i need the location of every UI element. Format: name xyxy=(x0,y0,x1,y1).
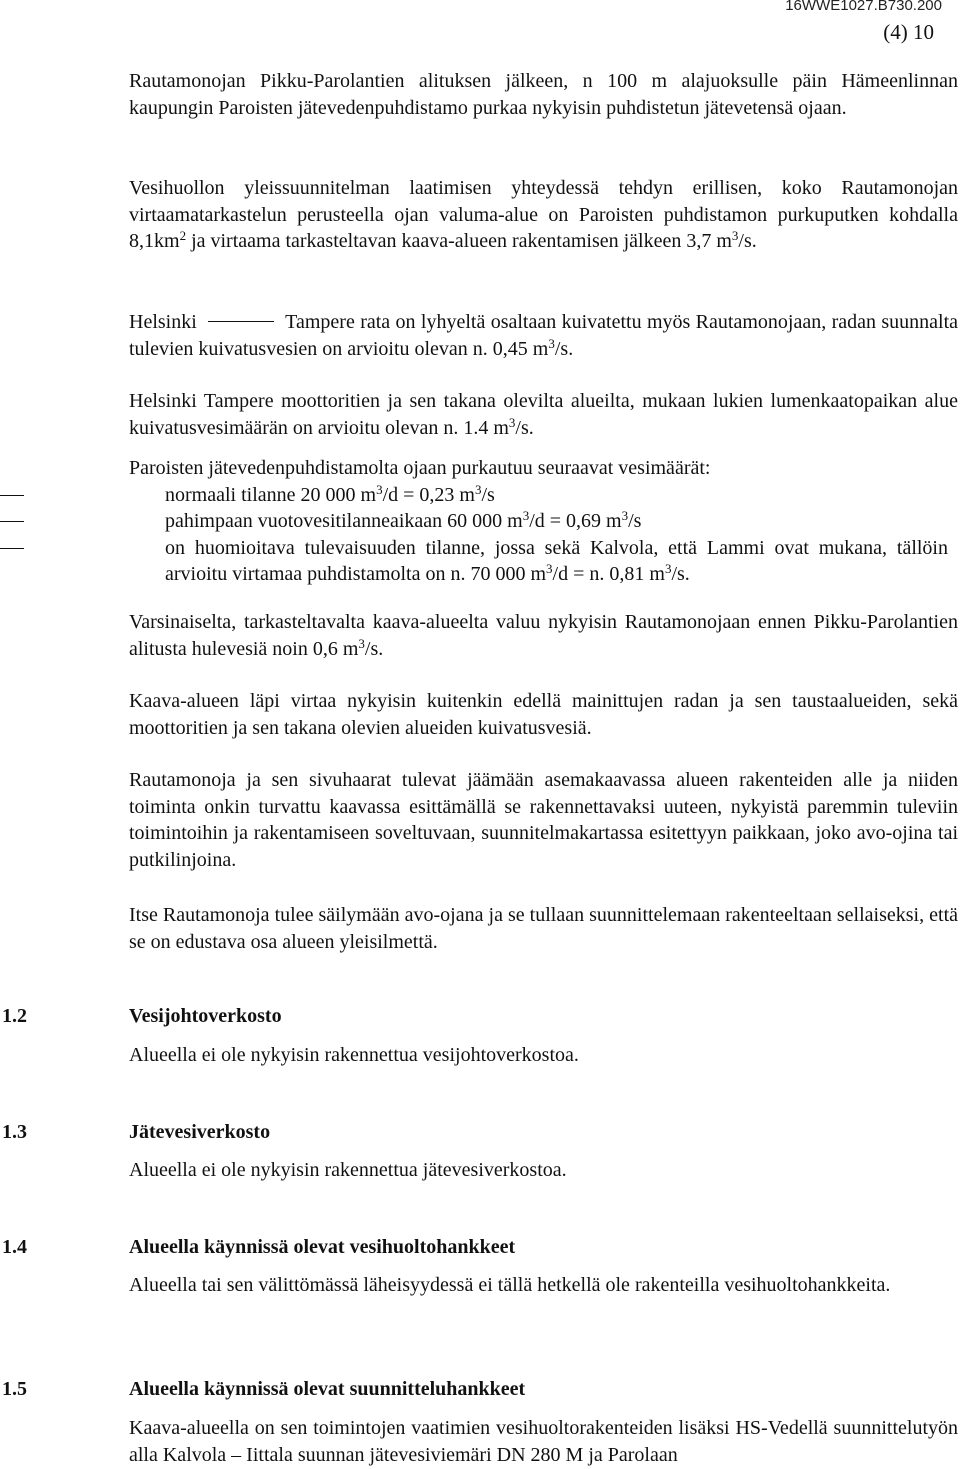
superscript: 3 xyxy=(474,481,482,497)
paragraph-text xyxy=(129,175,958,255)
text-run: /s xyxy=(481,483,495,506)
document-id: 16WWE1027.B730.200 xyxy=(785,0,942,14)
text-run: normaali tilanne 20 000 m xyxy=(165,483,377,506)
list-item xyxy=(129,508,958,535)
paragraph-text xyxy=(129,609,958,662)
paragraph-text: Rautamonojan Pikku-Parolantien alituksen jälkeen, n 100 m alajuoksulle päin Hämeenlinnan kaupungin Paroisten jätevedenpuhdistamo purkaa nykyisin puhdistetun jätevetensä ojaan. xyxy=(129,70,958,119)
section-body xyxy=(129,1272,958,1299)
paragraph-text: Kaava-alueen läpi virtaa nykyisin kuitenkin edellä mainittujen radan ja sen taustaalueiden, sekä moottoritien ja sen takana olevien alueiden kuivatusvesiä. xyxy=(129,690,958,739)
paragraph-text: Alueella tai sen välittömässä läheisyydessä ei tällä hetkellä ole rakenteilla vesihuoltohankkeita. xyxy=(129,1274,891,1296)
text-run: /s. xyxy=(364,637,384,660)
text-run: Helsinki xyxy=(129,311,197,333)
text-run: Varsinaiselta, tarkasteltavalta kaava-alueelta valuu nykyisin Rautamonojaan ennen Pikku-Parolantien alitusta hulevesiä noin 0,6 m xyxy=(129,611,958,660)
paragraph-text: Itse Rautamonoja tulee säilymään avo-ojana ja se tullaan suunnittelemaan rakenteeltaan sellaiseksi, että se on edustava osa alueen yleisilmettä. xyxy=(129,904,958,953)
text-run: Vesihuollon yleissuunnitelman laatimisen yhteydessä tehdyn erillisen, koko Rautamonojan virtaamatarkastelun perusteella ojan valuma-alue on Paroisten puhdistamon purkuputken kohdalla 8,1km xyxy=(129,177,958,252)
section-title: Alueella käynnissä olevat suunnitteluhankkeet xyxy=(129,1378,526,1400)
paragraph-6 xyxy=(129,609,958,662)
section-body xyxy=(129,1415,958,1468)
paragraph-8 xyxy=(129,767,958,873)
text-run: on huomioitava tulevaisuuden tilanne, jossa sekä Kalvola, että Lammi ovat mukana, tällöin arvioitu virtamaa puhdistamolta on n. 70 000 m xyxy=(165,536,948,585)
paragraph-text xyxy=(129,388,958,441)
section-title: Vesijohtoverkosto xyxy=(129,1005,282,1027)
section-number: 1.4 xyxy=(2,1236,27,1258)
paragraph-text: Paroisten jätevedenpuhdistamolta ojaan purkautuu seuraavat vesimäärät: xyxy=(129,457,711,479)
superscript: 3 xyxy=(376,481,383,497)
dash-glyph xyxy=(208,321,274,322)
section-title: Alueella käynnissä olevat vesihuoltohankkeet xyxy=(129,1236,516,1258)
list-item xyxy=(129,535,958,588)
section-number: 1.2 xyxy=(2,1005,27,1027)
paragraph-text: Alueella ei ole nykyisin rakennettua vesijohtoverkostoa. xyxy=(129,1044,579,1066)
text-run: /s. xyxy=(671,563,690,585)
text-run: /d = 0,69 m xyxy=(529,510,622,532)
superscript: 3 xyxy=(508,414,516,430)
paragraph-2 xyxy=(129,175,958,255)
text-run: /s xyxy=(628,510,642,532)
page-number: (4) 10 xyxy=(883,20,934,44)
superscript: 3 xyxy=(664,560,672,576)
list-item xyxy=(129,482,958,509)
superscript: 3 xyxy=(358,635,365,651)
paragraph-3 xyxy=(129,309,958,362)
text-run: /d = 0,23 m xyxy=(382,483,475,506)
text-run: ja virtaama tarkasteltavan kaava-alueen rakentamisen jälkeen 3,7 m xyxy=(186,230,732,252)
superscript: 3 xyxy=(522,507,530,523)
text-run: /d = n. 0,81 m xyxy=(552,563,665,585)
paragraph-9 xyxy=(129,902,958,955)
text-run: Tampere rata on lyhyeltä osaltaan kuivatettu myös Rautamonojaan, radan suunnalta tulevien kuivatusvesien on arvioitu olevan n. 0,45 m xyxy=(129,311,959,360)
paragraph-text xyxy=(129,309,958,362)
superscript: 3 xyxy=(546,560,553,576)
paragraph-text: Kaava-alueella on sen toimintojen vaatimien vesihuoltorakenteiden lisäksi HS-Vedellä suunnittelutyön alla Kalvola – Iittala suunnan jätevesiviemäri DN 280 M ja Parolaan xyxy=(129,1417,958,1466)
paragraph-text: Rautamonoja ja sen sivuhaarat tulevat jäämään asemakaavassa alueen rakenteiden alle ja niiden toiminta onkin turvattu kaavassa esittämällä se rakennettavaksi uuteen, nykyistä paremmin tuleviin toimintoihin ja rakentamiseen soveltuvaan, suunnitelmakartassa esitettyyn paikkaan, joko avo-ojina tai putkilinjoina. xyxy=(129,769,958,871)
paragraph-7 xyxy=(129,688,958,741)
text-run: /s. xyxy=(554,337,574,360)
paragraph-text: Alueella ei ole nykyisin rakennettua jätevesiverkostoa. xyxy=(129,1159,567,1181)
paragraph-4 xyxy=(129,388,958,441)
text-run: /s. xyxy=(515,416,534,439)
paragraph-5 xyxy=(129,455,958,588)
section-body xyxy=(129,1157,958,1184)
superscript: 3 xyxy=(731,227,739,243)
superscript: 3 xyxy=(621,507,629,523)
section-title: Jätevesiverkosto xyxy=(129,1121,271,1143)
text-run: Helsinki Tampere moottoritien ja sen takana olevilta alueilta, mukaan lukien lumenkaatopaikan alue kuivatusvesimäärän on arvioitu olevan n. 1.4 m xyxy=(129,390,958,439)
text-run: /s. xyxy=(738,230,757,252)
section-number: 1.3 xyxy=(2,1121,27,1143)
superscript: 2 xyxy=(179,227,187,243)
section-number: 1.5 xyxy=(2,1378,27,1400)
section-body xyxy=(129,1042,958,1069)
text-run: pahimpaan vuotovesitilanneaikaan 60 000 m xyxy=(165,510,523,532)
superscript: 3 xyxy=(548,335,555,351)
paragraph-1 xyxy=(129,68,958,121)
